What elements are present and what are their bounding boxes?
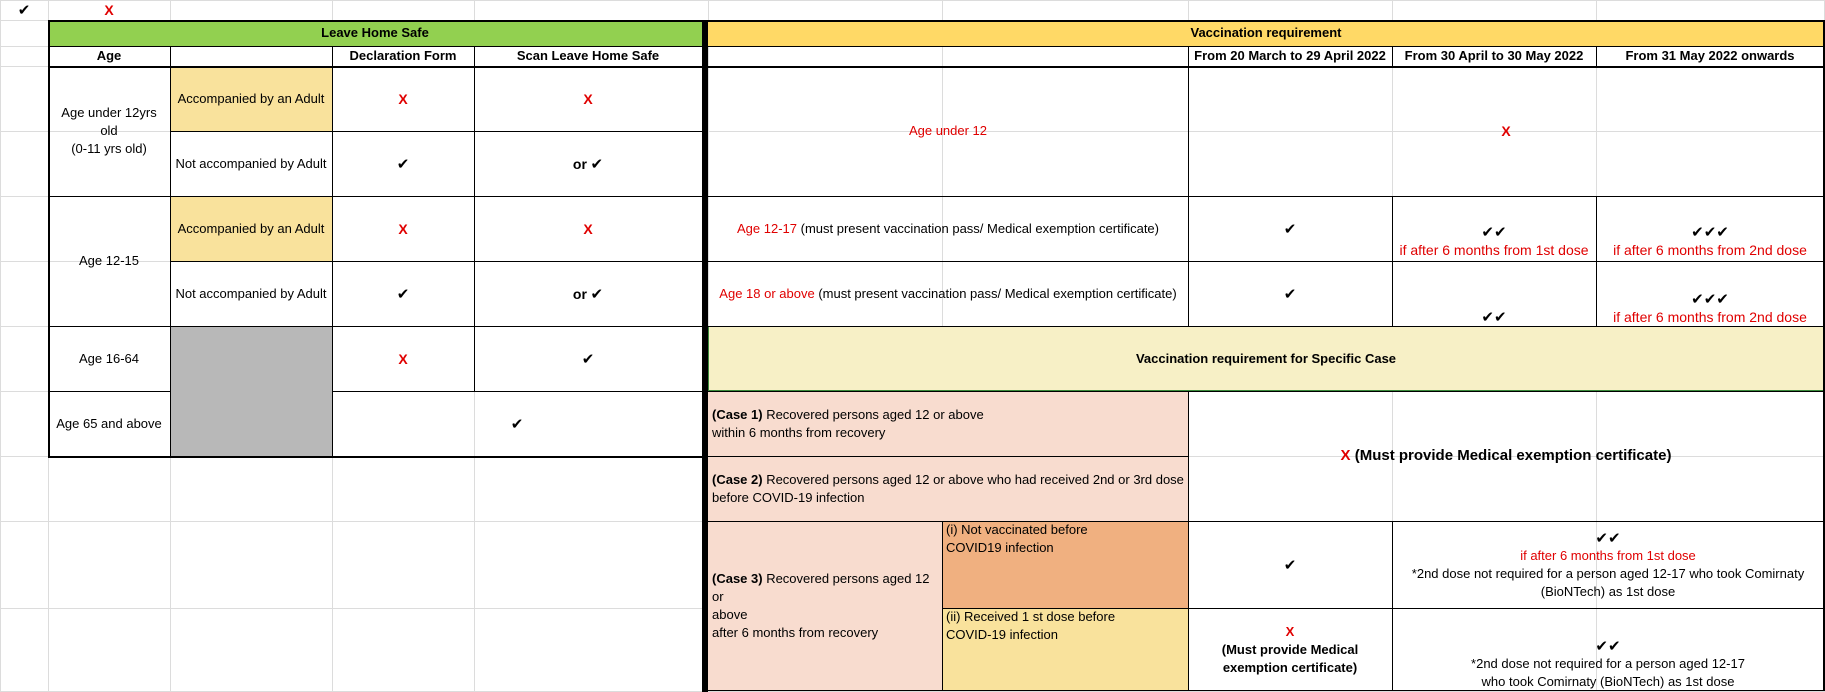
double-check: ✔✔	[1595, 528, 1621, 547]
16-64-declaration: X	[398, 350, 408, 367]
case3-sub1-p2	[1392, 521, 1824, 608]
vacc-age-18-label	[708, 261, 1188, 326]
sub1-note3: (BioNTech) as 1st dose	[1540, 583, 1676, 599]
age-18-rest: (must present vaccination pass/ Medical exemption certificate)	[814, 285, 1177, 301]
12-15-accompanied-label: Accompanied by an Adult	[170, 196, 332, 261]
double-check: ✔✔	[1481, 223, 1507, 241]
border-line	[48, 20, 702, 22]
border-line	[942, 608, 1824, 609]
border-line	[48, 20, 50, 457]
case3-text2: above	[712, 607, 748, 622]
case12-result-text: (Must provide Medical exemption certificate)	[1350, 447, 1672, 464]
or-text: or	[572, 285, 587, 302]
case3-sub1-label	[942, 521, 1188, 608]
double-check: ✔✔	[1595, 637, 1621, 655]
case3-sub2-p2	[1392, 608, 1824, 691]
col-header-scan: Scan Leave Home Safe	[516, 48, 660, 63]
cross-mark: X	[1340, 447, 1351, 464]
col-header-declaration: Declaration Form	[349, 48, 457, 63]
age-18-p1: ✔	[1283, 284, 1297, 303]
border-line	[708, 46, 1824, 47]
p3-note: if after 6 months from 2nd dose	[1613, 242, 1807, 258]
border-line	[708, 66, 1824, 68]
check-mark: ✔	[590, 154, 604, 173]
12-15-accompanied-declaration: X	[398, 220, 408, 237]
border-line	[942, 521, 943, 691]
or-text: or	[572, 155, 587, 172]
case3-bold: (Case 3)	[712, 571, 763, 586]
border-line	[332, 391, 702, 392]
gridline	[0, 0, 1825, 1]
age-18-p3	[1596, 261, 1824, 326]
age-12-17-red: Age 12-17	[737, 220, 797, 236]
border-line	[332, 46, 333, 456]
border-line	[702, 20, 708, 692]
col-header-period1: From 20 March to 29 April 2022	[1194, 48, 1386, 63]
col-header-period3: From 31 May 2022 onwards	[1625, 48, 1795, 63]
65-both: ✔	[510, 414, 524, 433]
p2-note: if after 6 months from 1st dose	[1399, 242, 1589, 258]
under12-accompanied-scan: X	[583, 90, 593, 107]
under12-accompanied-declaration: X	[398, 90, 408, 107]
under12-not-accompanied-declaration: ✔	[396, 154, 410, 173]
12-15-not-accompanied-declaration: ✔	[396, 284, 410, 303]
age-18-red: Age 18 or above	[719, 285, 815, 301]
age-12-15-label: Age 12-15	[79, 253, 139, 268]
age-12-17-p3	[1596, 196, 1824, 261]
border-line	[474, 46, 475, 391]
border-line	[170, 131, 702, 132]
case12-result	[1188, 391, 1824, 521]
border-line	[708, 690, 1824, 691]
sub1-note2: *2nd dose not required for a person aged 12-17 who took Comirnaty	[1411, 565, 1805, 581]
border-line	[1188, 391, 1189, 691]
check-mark: ✔	[590, 284, 604, 303]
12-15-not-accompanied-scan	[474, 261, 702, 326]
border-line	[48, 391, 170, 392]
border-line	[48, 326, 702, 327]
border-line	[48, 456, 702, 458]
age-18-p2: ✔✔	[1481, 308, 1507, 326]
vacc-age-under-12-label: Age under 12	[908, 123, 988, 138]
age-under-12-subtext: (0-11 yrs old)	[71, 141, 147, 156]
case2-text1: Recovered persons aged 12 or above who had received 2nd or 3rd dose	[762, 471, 1184, 487]
sub1-l1: (i) Not vaccinated before	[946, 522, 1088, 537]
12-15-not-accompanied-label: Not accompanied by Adult	[175, 285, 327, 301]
sub2-p1-l2: exemption certificate)	[1222, 659, 1358, 675]
12-15-accompanied-scan: X	[583, 220, 593, 237]
vacc-age-12-17-label	[708, 196, 1188, 261]
case1-label	[708, 391, 1188, 456]
age-65-label: Age 65 and above	[56, 415, 162, 431]
case3-sub2-label	[942, 608, 1188, 691]
under12-not-accompanied-scan	[474, 131, 702, 196]
border-line	[170, 46, 171, 456]
border-line	[48, 196, 702, 197]
under12-not-accompanied-label: Not accompanied by Adult	[175, 155, 327, 171]
border-line	[1392, 521, 1393, 691]
sub2-p1-l1: (Must provide Medical	[1221, 641, 1359, 657]
age-under-12-label	[48, 66, 170, 196]
border-line	[708, 196, 1824, 197]
16-64-scan: ✔	[581, 349, 595, 368]
case2-bold: (Case 2)	[712, 471, 763, 487]
top-cross-mark: X	[104, 2, 114, 18]
border-line	[708, 326, 1824, 327]
border-line	[708, 521, 1824, 522]
cross-mark: X	[1285, 623, 1295, 639]
col-header-period2: From 30 April to 30 May 2022	[1404, 48, 1584, 63]
case2-text2: before COVID-19 infection	[712, 489, 865, 505]
case3-label	[708, 521, 942, 691]
gridline	[0, 0, 1, 692]
sub2-note2: who took Comirnaty (BioNTech) as 1st dose	[1481, 674, 1735, 689]
border-line	[708, 391, 1824, 392]
age-12-17-p1: ✔	[1283, 219, 1297, 238]
sub1-note: if after 6 months from 1st dose	[1520, 547, 1696, 563]
col-header-age: Age	[96, 48, 122, 63]
border-line	[708, 20, 1824, 22]
vacc-age-under-12-value: X	[1501, 123, 1511, 139]
case2-label	[708, 456, 1188, 521]
sub2-note: *2nd dose not required for a person aged 12-17	[1471, 656, 1745, 671]
border-line	[708, 456, 1188, 457]
case1-text1: Recovered persons aged 12 or above	[762, 406, 984, 422]
leave-home-safe-title: Leave Home Safe	[48, 20, 702, 46]
vaccination-title: Vaccination requirement	[708, 20, 1824, 46]
triple-check: ✔✔✔	[1691, 223, 1729, 241]
border-line	[170, 261, 702, 262]
border-line	[48, 46, 702, 47]
border-line	[1596, 46, 1597, 66]
case3-sub2-p1	[1188, 608, 1392, 691]
border-line	[1188, 46, 1189, 326]
sub2-l2: COVID-19 infection	[946, 627, 1058, 642]
age-12-17-p2	[1392, 196, 1596, 261]
border-line	[708, 261, 1824, 262]
age-16-64-label: Age 16-64	[79, 350, 139, 366]
top-check-mark: ✔	[17, 1, 31, 19]
age-under-12-text: Age under 12yrs old	[61, 105, 157, 138]
border-line	[1596, 196, 1597, 326]
case3-sub1-p1: ✔	[1283, 555, 1297, 574]
triple-check: ✔✔✔	[1691, 290, 1729, 308]
border-line	[1392, 196, 1393, 326]
age-12-17-rest: (must present vaccination pass/ Medical exemption certificate)	[797, 220, 1159, 236]
gray-filler-cell	[170, 326, 332, 456]
p3-note: if after 6 months from 2nd dose	[1613, 309, 1807, 325]
case1-bold: (Case 1)	[712, 406, 763, 422]
specific-case-title: Vaccination requirement for Specific Case	[708, 326, 1824, 391]
sub1-l2: COVID19 infection	[946, 540, 1054, 555]
border-line	[48, 66, 702, 68]
case3-text1: Recovered persons aged 12 or	[712, 571, 930, 604]
case3-text3: after 6 months from recovery	[712, 625, 879, 640]
case1-text2: within 6 months from recovery	[712, 424, 886, 440]
sub2-l1: (ii) Received 1 st dose before	[946, 609, 1116, 624]
border-line	[1392, 46, 1393, 66]
under12-accompanied-label: Accompanied by an Adult	[170, 66, 332, 131]
